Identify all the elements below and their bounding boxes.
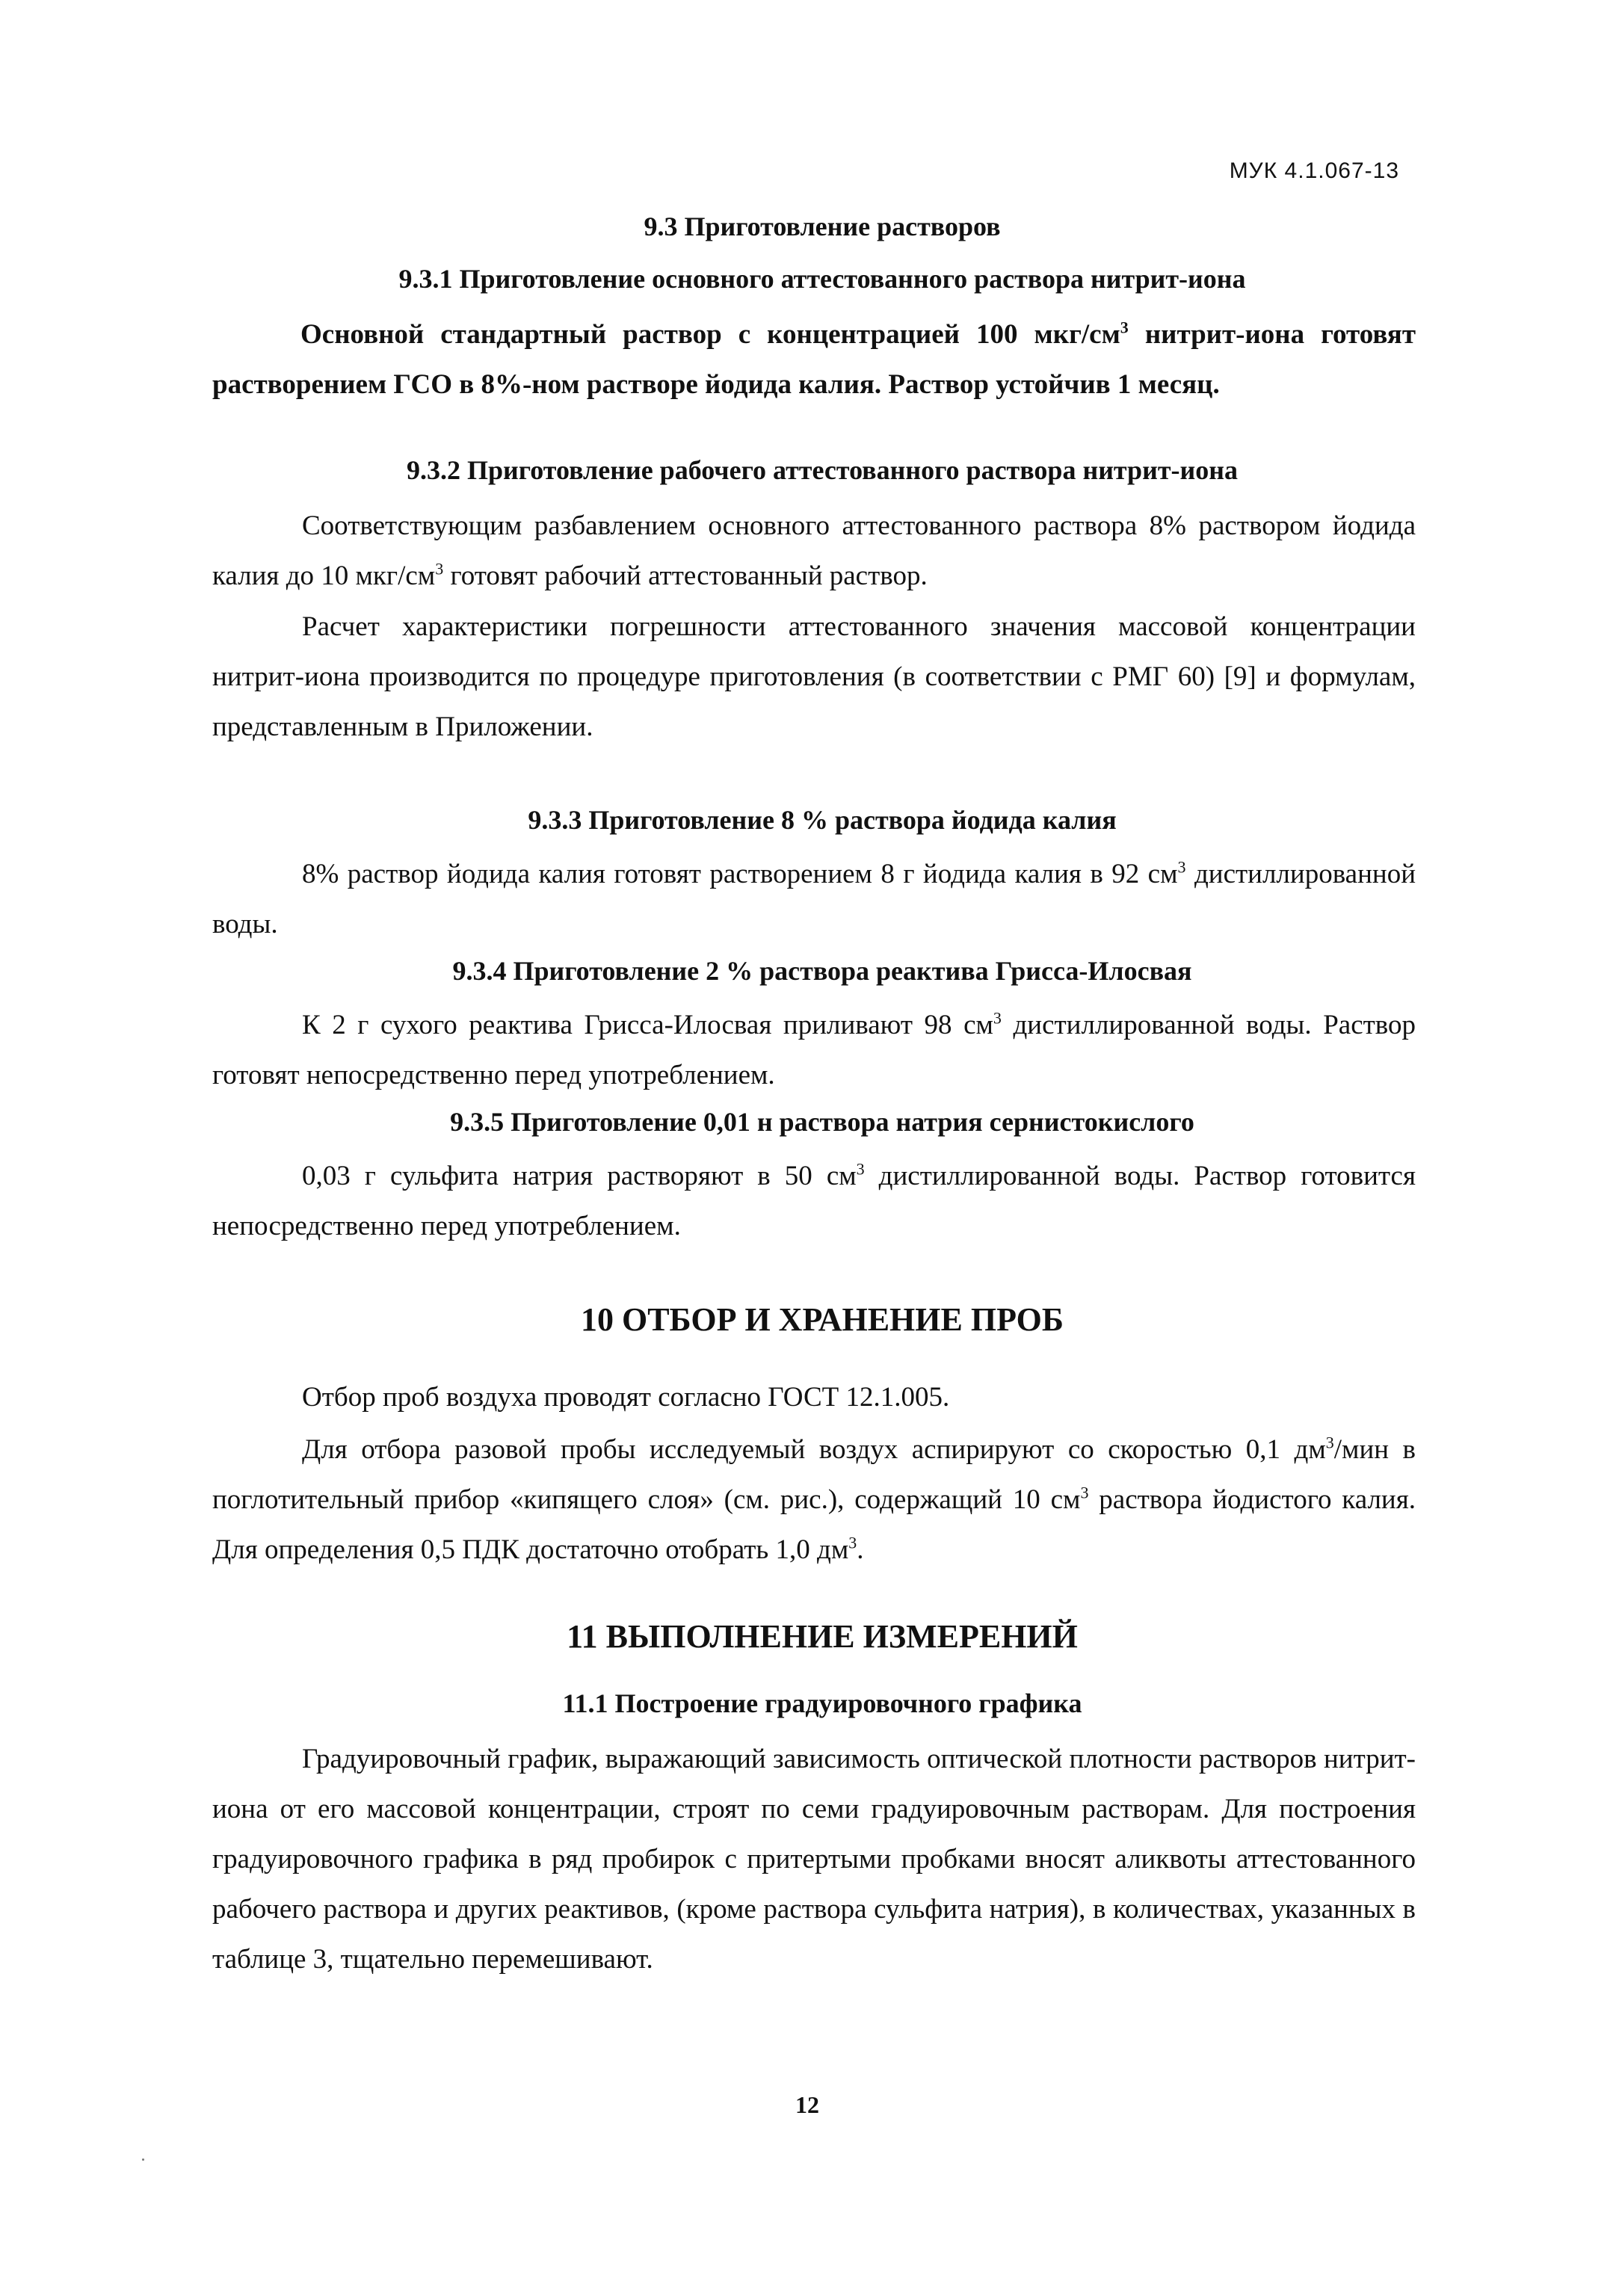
- paragraph-text: дистиллированной воды. Раствор готовится непосредственно перед употреблением.: [212, 1161, 1416, 1241]
- paragraph-9-3-2-1: [212, 501, 1416, 601]
- paragraph-text: К 2 г сухого реактива Грисса-Илосвая приливают 98 см: [302, 1010, 993, 1040]
- superscript: 3: [856, 1159, 865, 1179]
- heading-9-3-3: 9.3.3 Приготовление 8 % раствора йодида калия: [528, 805, 1117, 835]
- paragraph-10-2: [212, 1425, 1416, 1575]
- paragraph-text: нитрит-иона готовят растворением ГСО в 8%-ном растворе йодида калия. Раствор устойчив 1 месяц.: [212, 319, 1416, 400]
- heading-11: 11 ВЫПОЛНЕНИЕ ИЗМЕРЕНИЙ: [567, 1618, 1078, 1655]
- paragraph-9-3-3: [212, 849, 1416, 949]
- paragraph-text: дистиллированной воды. Раствор готовят непосредственно перед употреблением.: [212, 1010, 1416, 1090]
- superscript: 3: [848, 1533, 857, 1552]
- heading-10: 10 ОТБОР И ХРАНЕНИЕ ПРОБ: [580, 1301, 1064, 1338]
- paragraph-text: .: [857, 1534, 864, 1565]
- paragraph-text: Соответствующим разбавлением основного аттестованного раствора 8% раствором йодида калия до 10 мкг/см: [212, 510, 1416, 591]
- paragraph-9-3-5: [212, 1151, 1416, 1251]
- superscript: 3: [993, 1008, 1002, 1028]
- paragraph-10-1: Отбор проб воздуха проводят согласно ГОСТ 12.1.005.: [302, 1382, 950, 1413]
- scan-speck: [142, 2158, 144, 2161]
- paragraph-text: /мин в поглотительный прибор «кипящего слоя» (см. рис.), содержащий 10 см: [212, 1434, 1416, 1515]
- superscript: 3: [1177, 857, 1186, 877]
- paragraph-text: раствора йодистого калия. Для определения 0,5 ПДК достаточно отобрать 1,0 дм: [212, 1484, 1416, 1565]
- paragraph-text: 0,03 г сульфита натрия растворяют в 50 см: [302, 1161, 857, 1191]
- heading-9-3-4: 9.3.4 Приготовление 2 % раствора реактива Грисса-Илосвая: [452, 956, 1192, 986]
- heading-9-3: 9.3 Приготовление растворов: [644, 212, 1001, 241]
- paragraph-text: Для отбора разовой пробы исследуемый воздух аспирируют со скоростью 0,1 дм: [302, 1434, 1326, 1465]
- paragraph-text: дистиллированной воды.: [212, 859, 1416, 939]
- document-code: МУК 4.1.067-13: [1229, 158, 1399, 183]
- paragraph-9-3-4: [212, 1000, 1416, 1100]
- page-number: 12: [795, 2091, 819, 2118]
- heading-9-3-2: 9.3.2 Приготовление рабочего аттестованного раствора нитрит-иона: [407, 455, 1238, 485]
- superscript: 3: [435, 559, 444, 578]
- superscript: 3: [1325, 1433, 1334, 1452]
- paragraph-9-3-1: [212, 309, 1416, 410]
- superscript: 3: [1080, 1483, 1089, 1502]
- paragraph-11-1: Градуировочный график, выражающий зависимость оптической плотности растворов нитрит-иона от его массовой концентрации, строят по семи градуировочным растворам. Для построения градуировочного графика в ряд пробирок с притертыми пробками вносят аликвоты аттестованного рабочего раствора и других реактивов, (кроме раствора сульфита натрия), в количествах, указанных в таблице 3, тщательно перемешивают.: [212, 1744, 1416, 1975]
- superscript: 3: [1120, 318, 1129, 337]
- paragraph-text: Основной стандартный раствор с концентрацией 100 мкг/см: [300, 319, 1120, 350]
- paragraph-text: готовят рабочий аттестованный раствор.: [443, 561, 928, 591]
- paragraph-9-3-2-2: Расчет характеристики погрешности аттестованного значения массовой концентрации нитрит-иона производится по процедуре приготовления (в соответствии с РМГ 60) [9] и формулам, представленным в Приложении.: [212, 611, 1416, 742]
- heading-9-3-5: 9.3.5 Приготовление 0,01 н раствора натрия сернистокислого: [450, 1107, 1194, 1137]
- paragraph-text: 8% раствор йодида калия готовят растворением 8 г йодида калия в 92 см: [302, 859, 1178, 889]
- heading-9-3-1: 9.3.1 Приготовление основного аттестованного раствора нитрит-иона: [398, 264, 1246, 294]
- heading-11-1: 11.1 Построение градуировочного графика: [562, 1688, 1082, 1718]
